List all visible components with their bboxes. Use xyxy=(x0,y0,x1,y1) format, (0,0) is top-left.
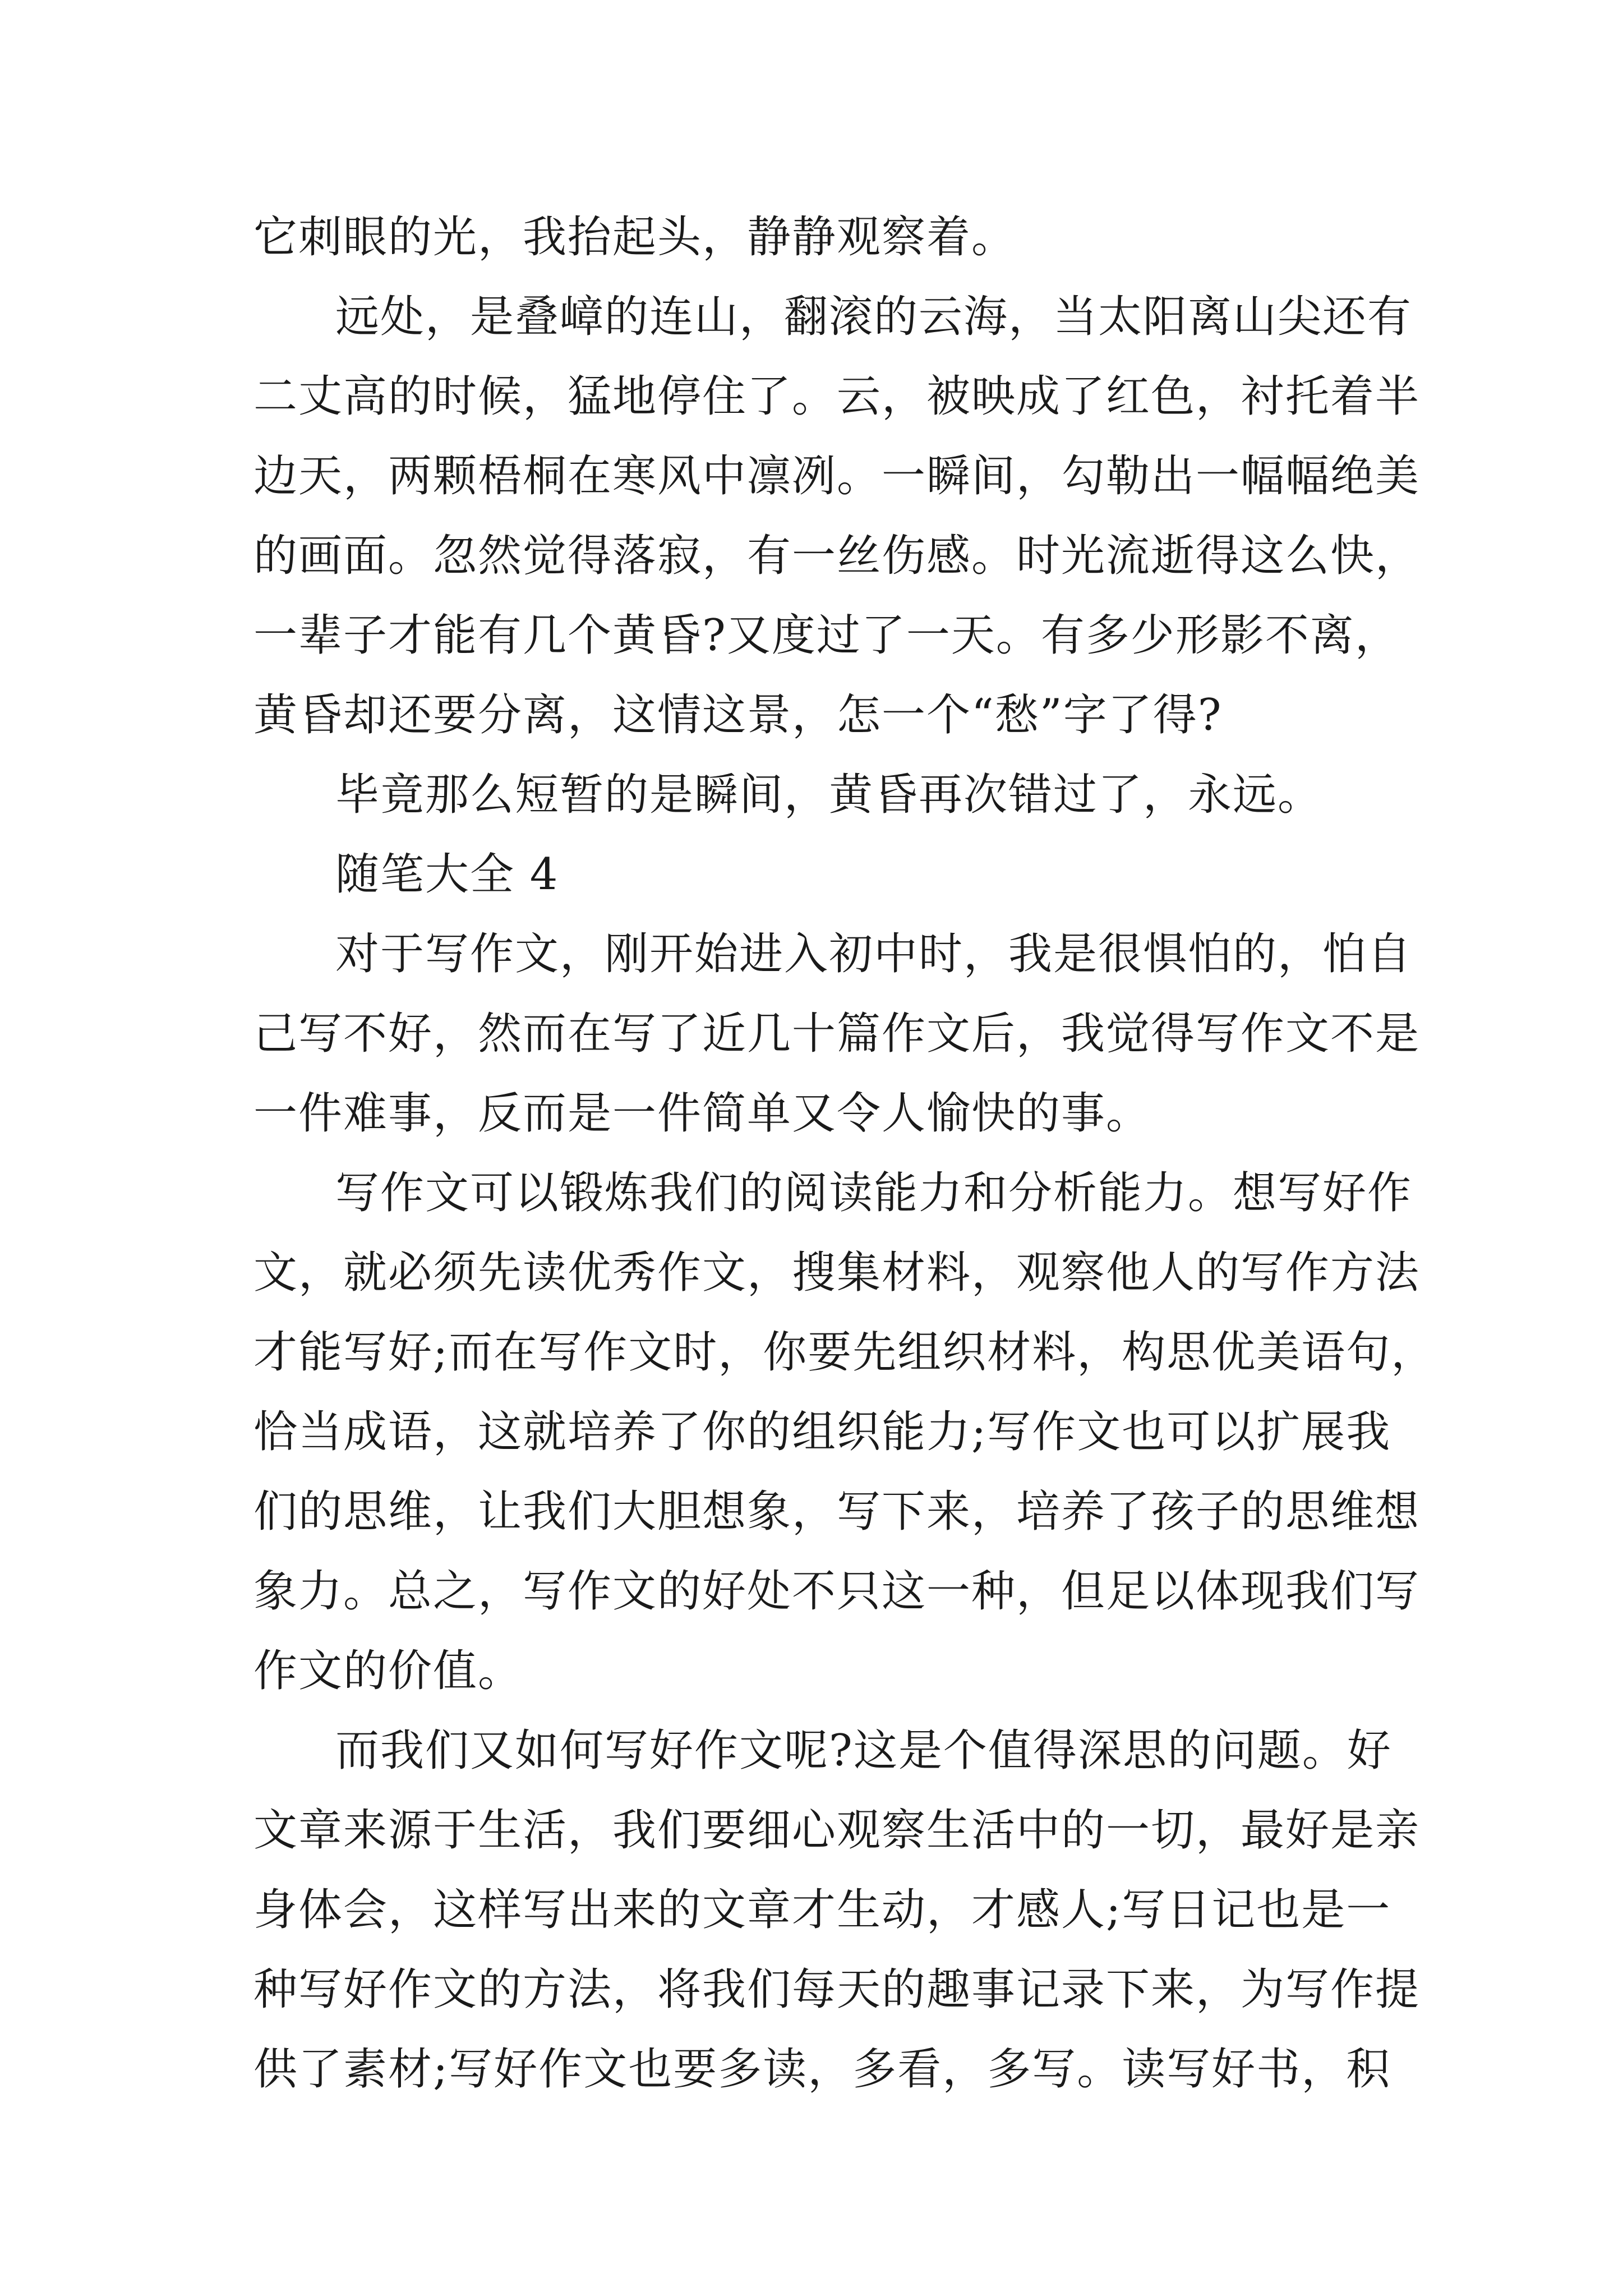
text-line: 恰当成语，这就培养了你的组织能力;写作文也可以扩展我 xyxy=(253,1407,1391,1457)
text-line: 黄昏却还要分离，这情这景，怎一个“愁”字了得? xyxy=(253,690,1223,740)
document-body xyxy=(253,197,1436,2109)
text-line: 的画面。忽然觉得落寂，有一丝伤感。时光流逝得这么快， xyxy=(253,531,1421,581)
text-line: 文章来源于生活，我们要细心观察生活中的一切，最好是亲 xyxy=(253,1805,1421,1856)
text-line: 远处，是叠嶂的连山，翻滚的云海，当太阳离山尖还有 xyxy=(335,292,1413,342)
text-line: 供了素材;写好作文也要多读，多看，多写。读写好书，积 xyxy=(253,2044,1391,2095)
text-line: 写作文可以锻炼我们的阅读能力和分析能力。想写好作 xyxy=(335,1168,1413,1218)
text-line: 它刺眼的光，我抬起头，静静观察着。 xyxy=(253,212,1017,263)
text-line: 毕竟那么短暂的是瞬间，黄昏再次错过了，永远。 xyxy=(335,770,1323,820)
text-line: 一件难事，反而是一件简单又令人愉快的事。 xyxy=(253,1088,1151,1139)
text-line: 作文的价值。 xyxy=(253,1646,523,1696)
text-line: 对于写作文，刚开始进入初中时，我是很惧怕的，怕自 xyxy=(335,929,1413,979)
text-line: 才能写好;而在写作文时，你要先组织材料，构思优美语句， xyxy=(253,1327,1436,1378)
text-line: 文，就必须先读优秀作文，搜集材料，观察他人的写作方法 xyxy=(253,1248,1421,1298)
text-line: 而我们又如何写好作文呢?这是个值得深思的问题。好 xyxy=(335,1726,1392,1776)
text-line: 二丈高的时候，猛地停住了。云，被映成了红色，衬托着半 xyxy=(253,371,1421,422)
text-line: 一辈子才能有几个黄昏?又度过了一天。有多少形影不离， xyxy=(253,610,1400,661)
text-line: 象力。总之，写作文的好处不只这一种，但足以体现我们写 xyxy=(253,1566,1421,1617)
text-line: 身体会，这样写出来的文章才生动，才感人;写日记也是一 xyxy=(253,1885,1391,1935)
text-line: 边天，两颗梧桐在寒风中凛冽。一瞬间，勾勒出一幅幅绝美 xyxy=(253,451,1421,501)
text-line: 己写不好，然而在写了近几十篇作文后，我觉得写作文不是 xyxy=(253,1009,1421,1059)
text-line: 种写好作文的方法，将我们每天的趣事记录下来，为写作提 xyxy=(253,1964,1421,2015)
section-heading: 随笔大全 4 xyxy=(335,849,559,900)
text-line: 们的思维，让我们大胆想象，写下来，培养了孩子的思维想 xyxy=(253,1487,1421,1537)
